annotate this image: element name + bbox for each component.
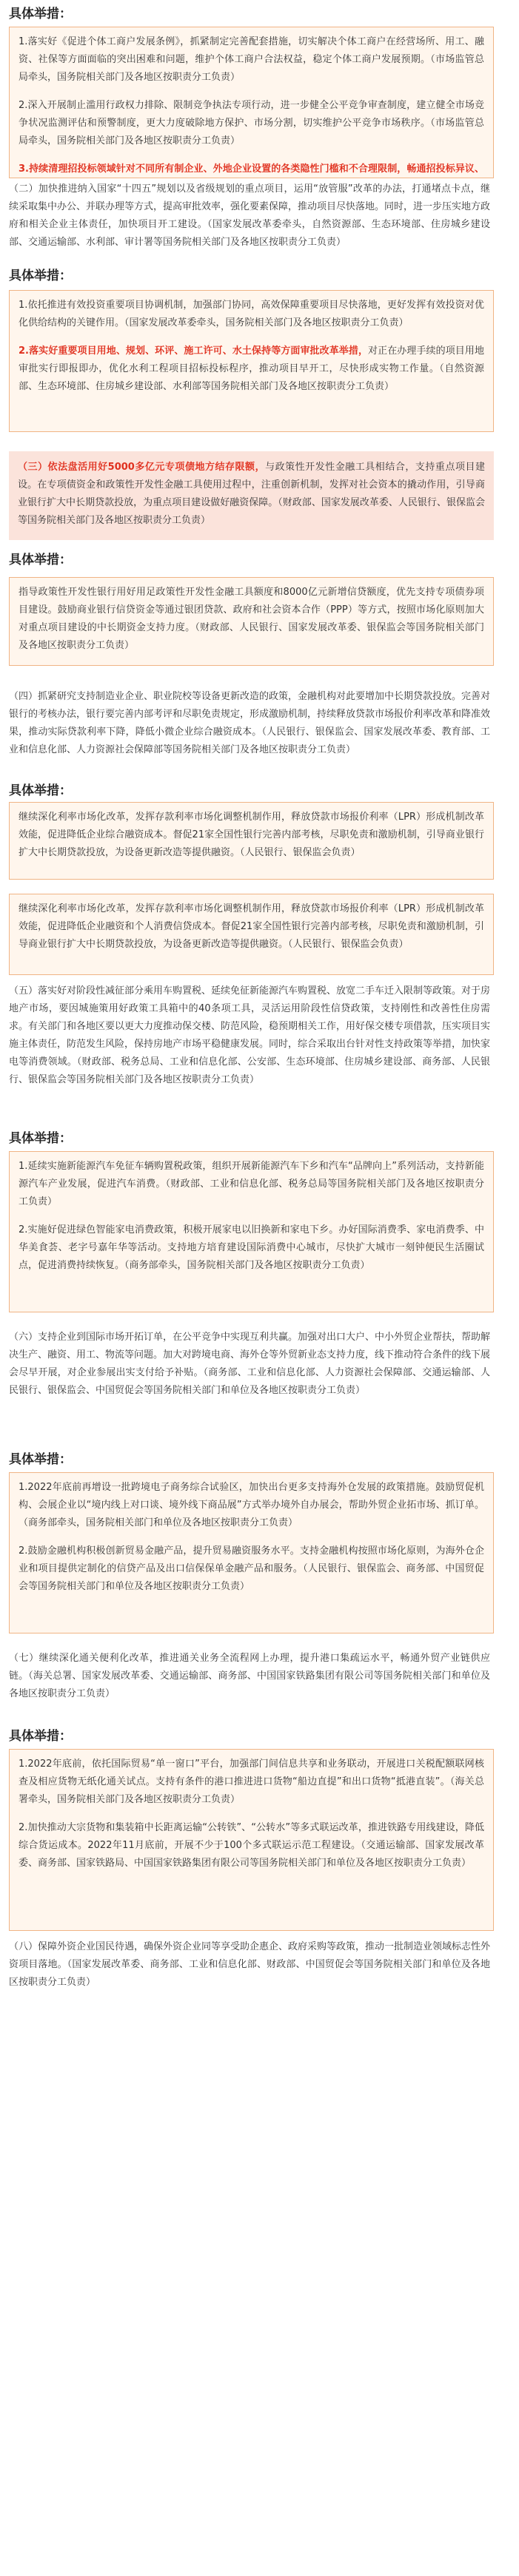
- measures-box-7: [9, 1472, 494, 1633]
- measure-text: 2.深入开展制止滥用行政权力排除、限制竞争执法专项行动，进一步健全公平竞争审查制度，建立健全市场竞争状况监测评估和预警制度，更大力度破除地方保护、市场分割，切实维护公平竞争市场秩序。（市场监管总局牵头，国务院相关部门及各地区按职责分工负责）: [19, 100, 484, 146]
- measures-box-2: [9, 290, 494, 432]
- measures-box-4: [9, 802, 494, 880]
- measures-label-5: 具体举措：: [9, 1131, 72, 1146]
- measure-text: 1.2022年底前，依托国际贸易“单一窗口”平台，加强部门间信息共享和业务联动，开展进口关税配额联网核查及相应货物无纸化通关试点。支持有条件的港口推进进口货物“船边直提”和出口货物“抵港直装”。（海关总署牵头，国务院相关部门及各地区按职责分工负责）: [19, 1759, 484, 1805]
- measures-label-1: 具体举措：: [9, 7, 72, 21]
- highlighted-text: 3.持续清理招投标领域针对不同所有制企业、外地企业设置的各类隐性门槛和不合理限制，畅通招投标异议、: [19, 163, 484, 175]
- measures-box-6: [9, 1151, 494, 1312]
- section-3-text: [18, 459, 485, 530]
- measure-text: [19, 343, 484, 396]
- measure-text: 1.2022年底前再增设一批跨境电子商务综合试验区，加快出台更多支持海外仓发展的政策措施。鼓励贸促机构、会展企业以“境内线上对口谈、境外线下商品展”方式举办境外自办展会，帮助外贸企业拓市场、抓订单。（商务部牵头，国务院相关部门和单位及各地区按职责分工负责）: [19, 1482, 484, 1528]
- measure-text: 1.落实好《促进个体工商户发展条例》，抓紧制定完善配套措施，切实解决个体工商户在经营场所、用工、融资、社保等方面面临的突出困难和问题，维护个体工商户合法权益，稳定个体工商户发展预期。（市场监管总局牵头，国务院相关部门及各地区按职责分工负责）: [19, 36, 484, 83]
- highlighted-text: 2.落实好重要项目用地、规划、环评、施工许可、水土保持等方面审批改革举措，: [19, 345, 369, 357]
- measure-text: 2.加快推动大宗货物和集装箱中长距离运输“公转铁”、“公转水”等多式联运改革，推进铁路专用线建设，降低综合货运成本。2022年11月底前，开展不少于100个多式联运示范工程建设。（交通运输部、国家发展改革委、商务部、国家铁路局、中国国家铁路集团有限公司等国务院相关部门和单位及各地区按职责分工负责）: [19, 1822, 484, 1869]
- section-5-text: （五）落实好对阶段性减征部分乘用车购置税、延续免征新能源汽车购置税、放宽二手车迁入限制等政策。对于房地产市场，要因城施策用好政策工具箱中的40条项工具，灵活运用阶段性信贷政策，支持刚性和改善性住房需求。有关部门和各地区要以更大力度推动保交楼、防范风险，稳预期相关工作，用好保交楼专项借款，压实项目实施主体责任，防范发生风险，保持房地产市场平稳健康发展。同时，综合采取出台针对性支持政策等举措，加快家电等消费领域。（财政部、税务总局、工业和信息化部、公安部、生态环境部、住房城乡建设部、商务部、人民银行、银保监会等国务院相关部门及各地区按职责分工负责）: [9, 985, 491, 1085]
- section-2-text: （二）加快推进纳入国家“十四五”规划以及省级规划的重点项目，运用“放管服”改革的办法，打通堵点卡点，继续采取集中办公、并联办理等方式，提高审批效率，强化要素保障，推动项目尽快落地。同时，进一步压实地方政府和相关企业主体责任，加快项目开工建设。（国家发展改革委牵头，自然资源部、生态环境部、住房城乡建设部、交通运输部、水利部、审计署等国务院相关部门及各地区按职责分工负责）: [9, 183, 491, 248]
- section-4-text: （四）抓紧研究支持制造业企业、职业院校等设备更新改造的政策，金融机构对此要增加中长期贷款投放。完善对银行的考核办法，银行要完善内部考评和尽职免责规定，形成激励机制，持续释放贷款市场报价利率改革和降准效果，推动实际贷款利率下降，降低小微企业综合融资成本。（人民银行、银保监会、国家发展改革委、教育部、工业和信息化部、人力资源社会保障部等国务院相关部门及各地区按职责分工负责）: [9, 691, 491, 755]
- measure-text: 继续深化利率市场化改革，发挥存款利率市场化调整机制作用，释放贷款市场报价利率（LPR）形成机制改革效能，促进降低企业融资和个人消费信贷成本。督促21家全国性银行完善内部考核，尽职免责和激励机制，引导商业银行扩大中长期贷款投放，为设备更新改造等提供融资。（人民银行、银保监会负责）: [19, 903, 484, 950]
- measures-box-5: [9, 894, 494, 975]
- highlighted-text: （三）依法盘活用好5000多亿元专项债地方结存限额，: [18, 462, 266, 473]
- measure-text: 1.依托推进有效投资重要项目协调机制，加强部门协同，高效保障重要项目尽快落地，更好发挥有效投资对优化供给结构的关键作用。（国家发展改革委牵头，国务院相关部门及各地区按职责分工负责）: [19, 300, 484, 328]
- measures-label-2: 具体举措：: [9, 269, 72, 283]
- section-7-text: （七）继续深化通关便利化改革，推进通关业务全流程网上办理，提升港口集疏运水平，畅通外贸产业链供应链。（海关总署、国家发展改革委、交通运输部、商务部、中国国家铁路集团有限公司等国务院相关部门和单位及各地区按职责分工负责）: [9, 1653, 490, 1699]
- measure-text: 2.鼓励金融机构积极创新贸易金融产品，提升贸易融资服务水平。支持金融机构按照市场化原则，为海外仓企业和项目提供定制化的信贷产品及出口信保保单金融产品和服务。（人民银行、银保监会、商务部、中国贸促会等国务院相关部门和单位及各地区按职责分工负责）: [19, 1545, 484, 1592]
- section-6-text: （六）支持企业到国际市场开拓订单，在公平竞争中实现互利共赢。加强对出口大户、中小外贸企业帮扶，帮助解决生产、融资、用工、物流等问题。加大对跨境电商、海外仓等外贸新业态支持力度，线下推动符合条件的线下展会尽早开展，对企业参展出实支付给予补贴。（商务部、工业和信息化部、人力资源社会保障部、交通运输部、人民银行、银保监会、中国贸促会等国务院相关部门和单位及各地区按职责分工负责）: [9, 1332, 491, 1396]
- measures-box-3: [9, 577, 494, 666]
- measure-text-rest: 对正在办理手续的项目用地审批实行即报即办，优化水利工程项目招标投标程序，推动项目早开工，尽快形成实物工作量。（自然资源部、生态环境部、住房城乡建设部、水利部等国务院相关部门及各地区按职责分工负责）: [19, 345, 484, 392]
- measures-label-3: 具体举措：: [9, 553, 72, 567]
- section-3-rest: 与政策性开发性金融工具相结合，支持重点项目建设。在专项债资金和政策性开发性金融工具使用过程中，注重创新机制，发挥对社会资本的撬动作用，引导商业银行扩大中长期贷款投放，为重点项目建设做好融资保障。（财政部、国家发展改革委、人民银行、银保监会等国务院相关部门及各地区按职责分工负责）: [18, 462, 485, 526]
- measures-label-4: 具体举措：: [9, 783, 72, 798]
- section-3-highlight: [9, 451, 494, 540]
- measures-box-1: [9, 27, 494, 178]
- measures-label-6: 具体举措：: [9, 1452, 72, 1467]
- measure-text: 1.延续实施新能源汽车免征车辆购置税政策，组织开展新能源汽车下乡和汽车“品牌向上”系列活动，支持新能源汽车产业发展，促进汽车消费。（财政部、工业和信息化部、税务总局等国务院相关部门及各地区按职责分工负责）: [19, 1161, 484, 1207]
- measure-text: 指导政策性开发性银行用好用足政策性开发性金融工具额度和8000亿元新增信贷额度，优先支持专项债券项目建设。鼓励商业银行信贷资金等通过银团贷款、政府和社会资本合作（PPP）等方式，按照市场化原则加大对重点项目建设的中长期资金支持力度。（财政部、人民银行、国家发展改革委、银保监会等国务院相关部门及各地区按职责分工负责）: [19, 587, 484, 651]
- section-8-text: （八）保障外资企业国民待遇，确保外资企业同等享受助企惠企、政府采购等政策，推动一批制造业领域标志性外资项目落地。（国家发展改革委、商务部、工业和信息化部、财政部、中国贸促会等国务院相关部门和单位及各地区按职责分工负责）: [9, 1941, 491, 1988]
- measure-text: 2.实施好促进绿色智能家电消费政策，积极开展家电以旧换新和家电下乡。办好国际消费季、家电消费季、中华美食荟、老字号嘉年华等活动。支持地方培育建设国际消费中心城市，尽快扩大城市一刻钟便民生活圈试点，促进消费持续恢复。（商务部牵头，国务院相关部门及各地区按职责分工负责）: [19, 1224, 484, 1271]
- measure-text: 继续深化利率市场化改革，发挥存款利率市场化调整机制作用，释放贷款市场报价利率（LPR）形成机制改革效能，促进降低企业综合融资成本。督促21家全国性银行完善内部考核，尽职免责和激励机制，引导商业银行扩大中长期贷款投放，为设备更新改造等提供融资。（人民银行、银保监会负责）: [19, 812, 484, 858]
- measures-label-7: 具体举措：: [9, 1729, 72, 1744]
- measure-text: [19, 161, 484, 178]
- measures-box-8: [9, 1749, 494, 1931]
